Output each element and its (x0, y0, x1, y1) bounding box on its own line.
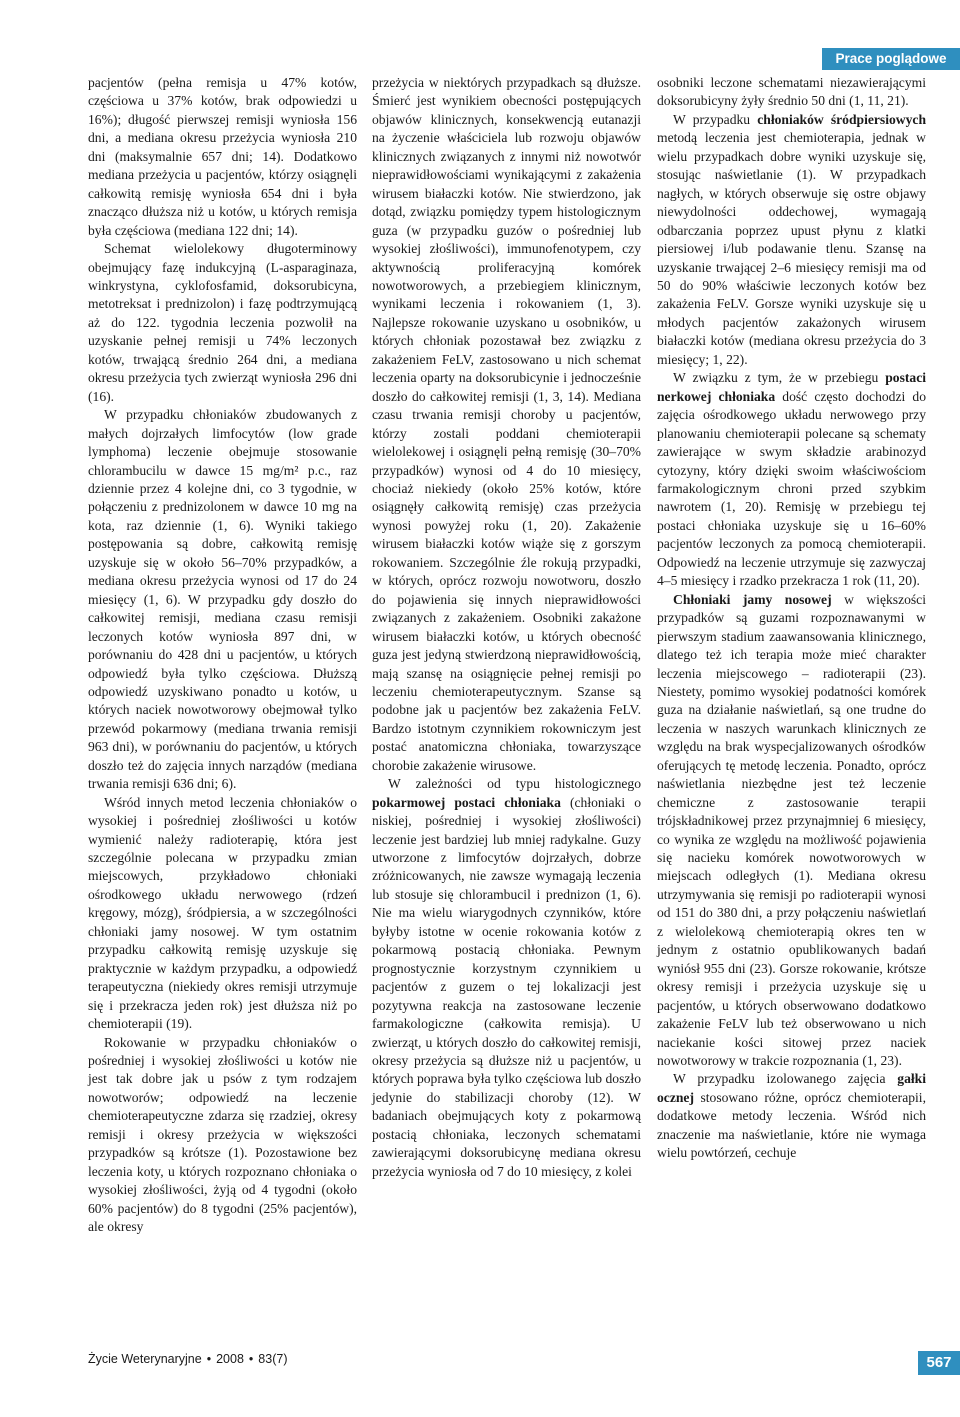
text-run: W związku z tym, że w przebiegu (673, 370, 886, 386)
paragraph: Rokowanie w przypadku chłoniaków o pośredniej i wysokiej złośliwości u kotów nie jest tak dobre jak u psów z tym rodzajem nowotworów; odpowiedź na leczenie chemioterapeutyczne zdarza się rzadziej, okresy remisji i okresy przeżycia w większości przypadków są krótsze (1). Pozostawione bez leczenia koty, u których rozpoznano chłoniaka o wysokiej złośliwości, żyją od 4 tygodni (około 60% pacjentów) do 8 tygodni (25% pacjentów), ale okresy (88, 1034, 357, 1235)
section-label: Prace poglądowe (822, 48, 960, 70)
text-run: metodą leczenia jest chemioterapia, jednak w wielu przypadkach dobre wyniki uzyskuje się, stosując naświetlanie (1). W przypadkach nagłych, w których obserwuje się ostre objawy niewydolności oddechowej, wymagają odbarczania poprzez upust płynu z klatki piersiowej i/lub podawanie tlenu. Szansę na uzyskanie trwającej 2–6 miesięcy remisji ma od 50 do 90% właściwie leczonych kotów bez zakażenia FeLV. Gorsze wyniki uzyskuje się u młodych pacjentów zakażonych wirusem białaczki kotów (mediana okresu przeżycia do 3 miesięcy; 1, 22). (657, 130, 926, 367)
text-run: w większości przypadków są guzami rozpoznawanymi w pierwszym stadium zaawansowania klinicznego, dlatego też ich terapia może mieć charakter leczenia miejscowego – radioterapii (23). Niestety, pomimo wysokiej podatności komórek guza na działanie naświetlań, są one trudne do leczenia w naszych warunkach klinicznych ze względu na brak wyspecjalizowanych ośrodków oferujących tę metodę leczenia. Ponadto, oprócz naświetlania niezbędne jest też leczenie chemiczne z zastosowanie terapii trójskładnikowej przez przynajmniej 6 miesięcy, co wynika ze względu na możliwość pojawienia się nacieku komórek nowotworowych w miejscach odległych (1). Mediana okresu utrzymywania się remisji po radioterapii wynosi od 151 do 380 dni, a przy połączeniu naświetlań z wielolekową chemioterapią okres ten w jednym z ostatnio opublikowanych badań wyniósł 955 dni (23). Gorsze rokowanie, krótsze okresy remisji i przeżycia uzyskuje się u pacjentów, u których obserwowano dodatkowo zakażenie FeLV lub też obserwowano u nich naciekanie kości sitowej przez naciek nowotworowy w trakcie rozpoznania (1, 23). (657, 591, 926, 1069)
bold-term: pokarmowej postaci chłoniaka (372, 794, 561, 810)
journal-volume: 83(7) (258, 1352, 288, 1366)
journal-year: 2008 (216, 1352, 244, 1366)
text-run: dość często dochodzi do zajęcia ośrodkowego układu nerwowego przy planowaniu chemioterapii polecane są schematy zawierające w swym składzie arabinozyd cytozyny, który dzięki swoim właściwościom farmakologicznym chroni przed szybkim nawrotem (1, 20). Remisję w przebiegu tej postaci chłoniaka uzyskuje się u 16–60% pacjentów leczonych za pomocą chemioterapii. Odpowiedź na leczenie utrzymuje się zazwyczaj 4–5 miesięcy i rzadko przekracza 1 rok (11, 20). (657, 388, 926, 589)
text-run: stosowano różne, oprócz chemioterapii, dodatkowe metody leczenia. Wśród nich znaczenie ma naświetlanie, które nie wymaga wielu powtórzeń, cechuje (657, 1089, 926, 1161)
bold-term: postaci nerkowej chłoniaka (657, 370, 926, 404)
footer-citation (88, 1352, 287, 1366)
text-column-3 (657, 74, 926, 1163)
paragraph (657, 591, 926, 1071)
paragraph: Wśród innych metod leczenia chłoniaków o wysokiej i pośredniej złośliwości u kotów wymienić należy radioterapię, która jest szczególnie polecana w przypadku zmian miejscowych, przykładowo chłoniaki ośrodkowego układu nerwowego (rdzeń kręgowy, mózg), śródpiersia, a w szczególności chłoniaki jamy nosowej. W tym ostatnim przypadku całkowitą remisję uzyskuje się praktycznie w każdym przypadku, a odpowiedź terapeutyczna (niekiedy okres remisji utrzymuje się i przekracza jeden rok) jest dłuższa niż po chemioterapii (19). (88, 794, 357, 1032)
paragraph: pacjentów (pełna remisja u 47% kotów, częściowa u 37% kotów, brak odpowiedzi u 16%); długość pierwszej remisji wyniosła 156 dni, a mediana okresu przeżycia wyniosła 210 dni (maksymalnie 657 dni; 14). Dodatkowo mediana przeżycia u pacjentów, którzy osiągnęli całkowitą remisję wyniosła 654 dni i była znacząco dłuższa niż u kotów, u których remisja była częściowa (mediana 122 dni; 14). (88, 75, 357, 238)
text-run: W zależności od typu histologicznego (388, 776, 641, 792)
paragraph (657, 1070, 926, 1162)
separator-dot: • (248, 1352, 254, 1366)
bold-term: chłoniaków śródpiersiowych (757, 111, 926, 127)
paragraph: W przypadku chłoniaków zbudowanych z małych dojrzałych limfocytów (low grade lymphoma) leczenie obejmuje stosowanie chlorambucilu w dawce 15 mg/m² p.c., raz dziennie przez 4 kolejne dni, co 3 tygodnie, w połączeniu z prednizolonem w dawce 10 mg na kota, raz dziennie (1, 6). Wyniki takiego postępowania są dobre, całkowitą remisję uzyskuje się w około 56–70% przypadków, a mediana okresu przeżycia wynosi od 17 do 24 miesięcy (1, 6). W przypadku gdy doszło do całkowitej remisji, mediana czasu remisji leczonych kotów wyniosła 897 dni, w porównaniu do 428 dni u pacjentów, u których odpowiedź była tylko częściowa. Dłuższą odpowiedź uzyskiwano ponadto u kotów, u których naciek nowotworowy obejmował tylko przewód pokarmowy (mediana trwania remisji 963 dni), w porównaniu do pacjentów, u których doszło też do zajęcia innych narządów (mediana trwania remisji 636 dni; 6). (88, 407, 357, 792)
text-run: W przypadku izolowanego zajęcia (673, 1071, 898, 1087)
bold-term: Chłoniaki jamy nosowej (673, 591, 832, 607)
bold-term: gałki ocznej (657, 1071, 926, 1105)
paragraph (372, 775, 641, 1181)
text-column-2 (372, 74, 641, 1181)
paragraph: osobniki leczone schematami niezawierającymi doksorubicyny żyły średnio 50 dni (1, 11, 21). (657, 75, 926, 109)
page-number: 567 (918, 1351, 960, 1375)
separator-dot: • (206, 1352, 212, 1366)
text-run: (chłoniaki o niskiej, pośredniej i wysokiej złośliwości) leczenie jest bardziej lub mniej radykalne. Guzy utworzone z limfocytów dojrzałych, dobrze zróżnicowanych, nie zawsze wymagają leczenia lub stosuje się chlorambucil i prednizon (1, 6). Nie ma wielu wiarygodnych czynników, które byłyby istotne w ocenie rokowania kotów z pokarmową postacią chłoniaka. Pewnym prognostycznie korzystnym czynnikiem u pacjentów z guzem o tej lokalizacji jest pozytywna reakcja na zastosowane leczenie farmakologiczne (całkowita remisja). U zwierząt, u których doszło do całkowitej remisji, okresy przeżycia są dłuższe niż u pacjentów, u których poprawa była tylko częściowa lub doszło jedynie do stabilizacji choroby (12). W badaniach obejmujących koty z pokarmową postacią chłoniaka, leczonych schematami zawierającymi doksorubicynę mediana okresu przeżycia wyniosła od 7 do 10 miesięcy, z kolei (372, 794, 641, 1179)
text-column-1 (88, 74, 357, 1237)
paragraph (657, 369, 926, 590)
text-run: W przypadku (673, 111, 758, 127)
paragraph: przeżycia w niektórych przypadkach są dłuższe. Śmierć jest wynikiem obecności postępujących objawów klinicznych, konsekwencją eutanazji na życzenie właściciela lub rozwoju objawów klinicznych związanych z innymi niż nowotwór nieprawidłowościami wynikającymi z zakażenia wirusem białaczki kotów. Nie stwierdzono, jak dotąd, związku pomiędzy typem histologicznym guza (w przypadku guzów o pośredniej lub wysokiej złośliwości), immunofenotypem, czy aktywnością proliferacyjną komórek nowotworowych, a przebiegiem klinicznym, wynikami leczenia i rokowaniem (1, 3). Najlepsze rokowanie uzyskano u osobników, u których chłoniak pozostawał bez związku z zakażeniem FeLV, zastosowano u nich schemat leczenia oparty na doksorubicynie i jednocześnie doszło do całkowitej remisji (1, 3, 14). Mediana czasu trwania remisji choroby u pacjentów, którzy zostali poddani chemioterapii wielolekowej i osiągnęli pełną remisję (30–70% przypadków) wynosi od 4 do 10 miesięcy, chociaż niekiedy (około 25% kotów, które osiągnęły całkowitą remisję) czas przeżycia wynosi powyżej roku (1, 20). Zakażenie wirusem białaczki kotów wiąże się z gorszym rokowaniem. Szczególnie źle rokują przypadki, w których, oprócz rozwoju nowotworu, doszło do pojawienia się innych nieprawidłowości związanych z zakażeniem. Osobniki zakażone wirusem białaczki kotów, u których obecność guza jest jedyną stwierdzoną nieprawidłowością, mają szansę na osiągnięcie pełnej remisji po leczeniu chemioterapeutycznym. Szanse są podobne jak u pacjentów bez zakażenia FeLV. Bardzo istotnym czynnikiem rokowniczym jest postać anatomiczna chłoniaka, towarzyszące chorobie zakażenie wirusowe. (372, 75, 641, 773)
paragraph (657, 111, 926, 369)
journal-name: Życie Weterynaryjne (88, 1352, 202, 1366)
paragraph: Schemat wielolekowy długoterminowy obejmujący fazę indukcyjną (L-asparaginaza, winkrystyna, cyklofosfamid, doksorubicyna, metotreksat i prednizolon) i fazę podtrzymującą aż do 122. tygodnia leczenia pozwolił na uzyskanie pełnej remisji u 74% leczonych kotów, trwającą średnio 264 dni, a mediana okresu przeżycia tych zwierząt wyniosła 296 dni (16). (88, 241, 357, 404)
